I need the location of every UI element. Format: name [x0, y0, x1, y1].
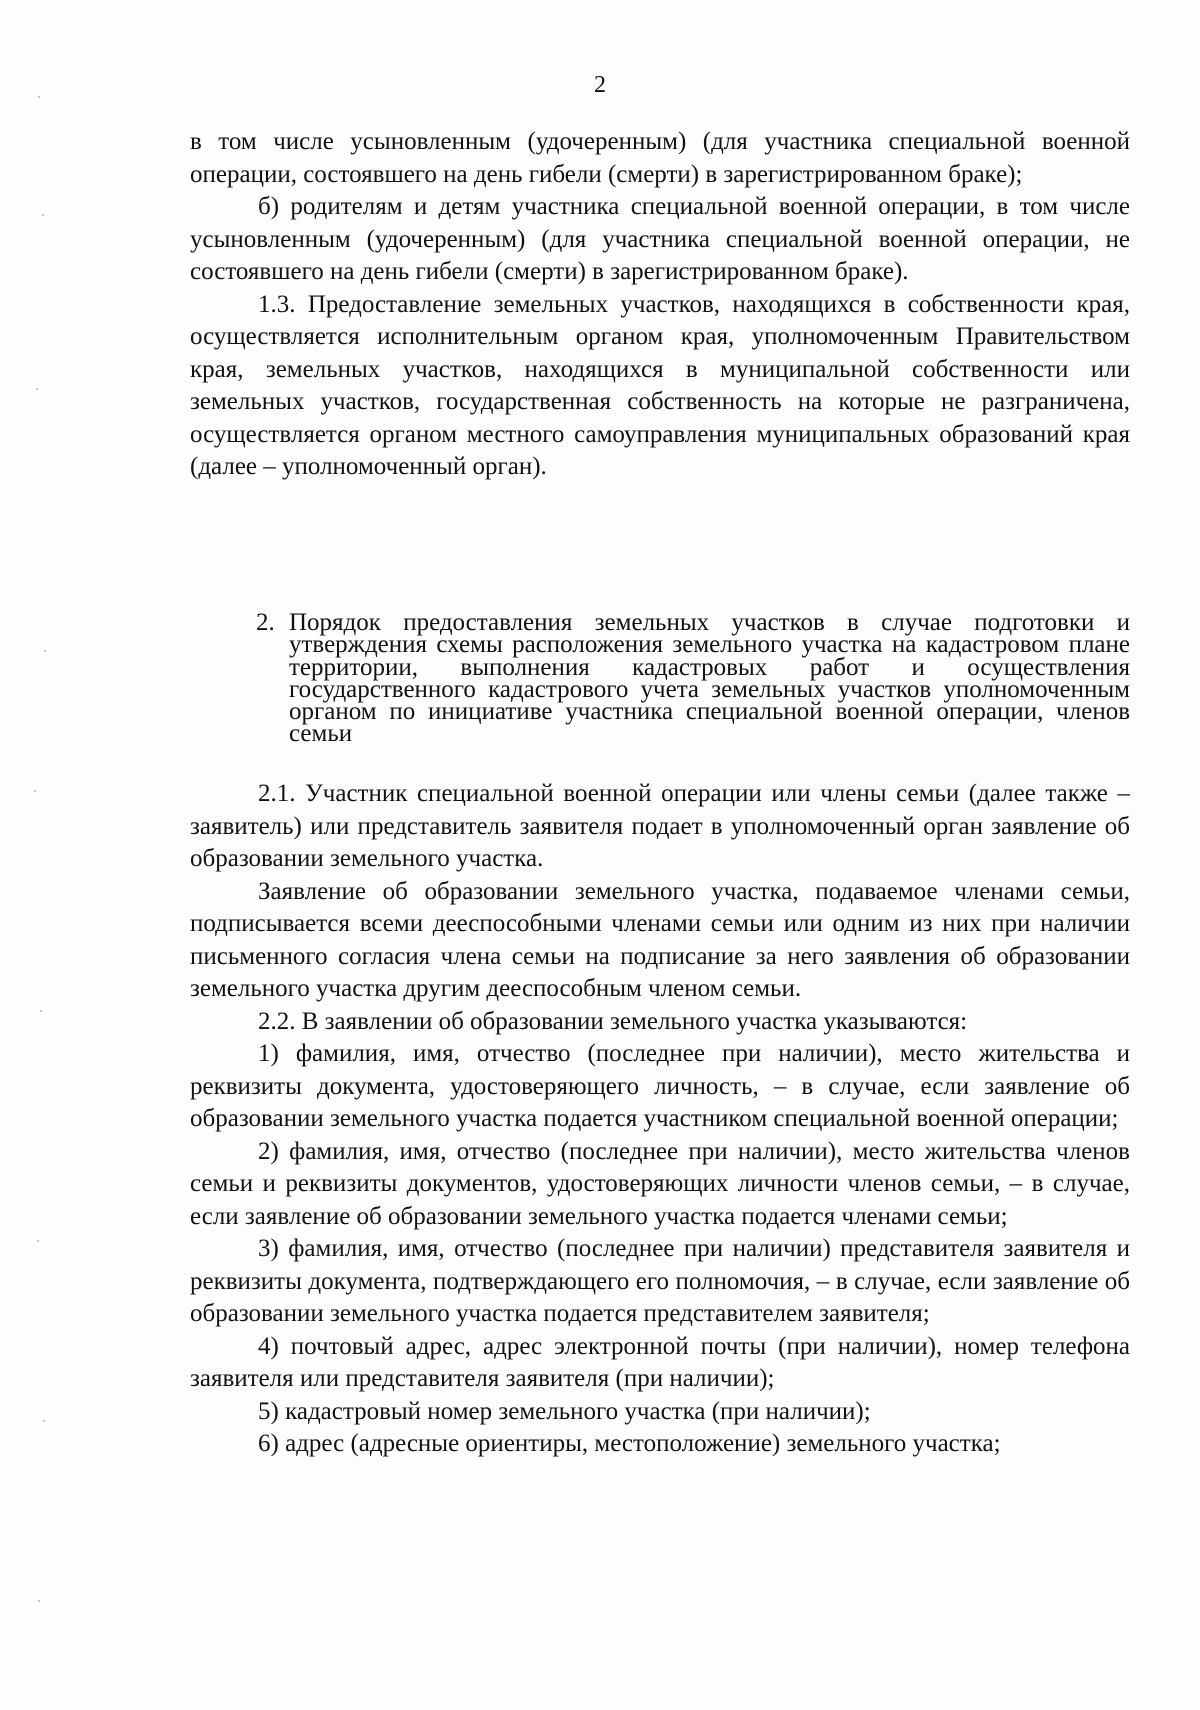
paragraph: б) родителям и детям участника специальной военной операции, в том числе усыновленным (удочеренным) (для участника специальной военной операции, не состоявшего на день гибели (смерти) в зарегистрированном браке).: [190, 193, 1130, 285]
list-item: 1) фамилия, имя, отчество (последнее при наличии), место жительства и реквизиты документа, удостоверяющего личность, – в случае, если заявление об образовании земельного участка подается участником специальной военной операции;: [190, 1040, 1130, 1132]
scan-artifact: [37, 1240, 39, 1242]
page-number: 2: [594, 72, 606, 98]
scan-artifact: [44, 650, 46, 652]
list-item: 5) кадастровый номер земельного участка (при наличии);: [258, 1397, 871, 1425]
scan-artifact: [38, 1600, 40, 1602]
section-number: 2.: [256, 609, 275, 636]
paragraph: в том числе усыновленным (удочеренным) (для участника специальной военной операции, состоявшего на день гибели (смерти) в зарегистрированном браке);: [190, 128, 1130, 188]
text-block-main: [190, 778, 1130, 1461]
scan-artifact: [34, 790, 36, 792]
paragraph: 1.3. Предоставление земельных участков, находящихся в собственности края, осуществляется исполнительным органом края, уполномоченным Правительством края, земельных участков, находящихся в муниципальной собственности или земельных участков, государственная собственность на которые не разграничена, осуществляется органом местного самоуправления муниципальных образований края (далее – уполномоченный орган).: [190, 290, 1130, 480]
paragraph: Заявление об образовании земельного участка, подаваемое членами семьи, подписывается всеми дееспособными членами семьи или одним из них при наличии письменного согласия члена семьи на подписание за него заявления об образовании земельного участка другим дееспособным членом семьи.: [190, 877, 1130, 1002]
scan-artifact: [40, 1010, 42, 1012]
list-item: 6) адрес (адресные ориентиры, местоположение) земельного участка;: [258, 1430, 1001, 1457]
section-title: Порядок предоставления земельных участков в случае подготовки и утверждения схемы расположения земельного участка на кадастровом плане территории, выполнения кадастровых работ и осуществления государственного кадастрового учета земельных участков уполномоченным органом по инициативе участника специальной военной операции, членов семьи: [289, 609, 1130, 748]
scan-artifact: [42, 214, 44, 216]
scan-artifact: [38, 96, 40, 98]
text-block-top: [190, 126, 1130, 484]
scan-artifact: [36, 388, 38, 390]
paragraph: 2.1. Участник специальной военной операции или члены семьи (далее также – заявитель) или представитель заявителя подает в уполномоченный орган заявление об образовании земельного участка.: [190, 780, 1130, 872]
scan-artifact: [43, 1420, 45, 1422]
list-item: 4) почтовый адрес, адрес электронной почты (при наличии), номер телефона заявителя или представителя заявителя (при наличии);: [190, 1332, 1130, 1392]
list-item: 2) фамилия, имя, отчество (последнее при наличии), место жительства членов семьи и реквизиты документов, удостоверяющих личности членов семьи, – в случае, если заявление об образовании земельного участка подается членами семьи;: [190, 1137, 1130, 1230]
section-heading: [256, 609, 1130, 748]
list-item: 3) фамилия, имя, отчество (последнее при наличии) представителя заявителя и реквизиты документа, подтверждающего его полномочия, – в случае, если заявление об образовании земельного участка подается представителем заявителя;: [190, 1235, 1130, 1327]
paragraph: 2.2. В заявлении об образовании земельного участка указываются:: [258, 1007, 968, 1035]
